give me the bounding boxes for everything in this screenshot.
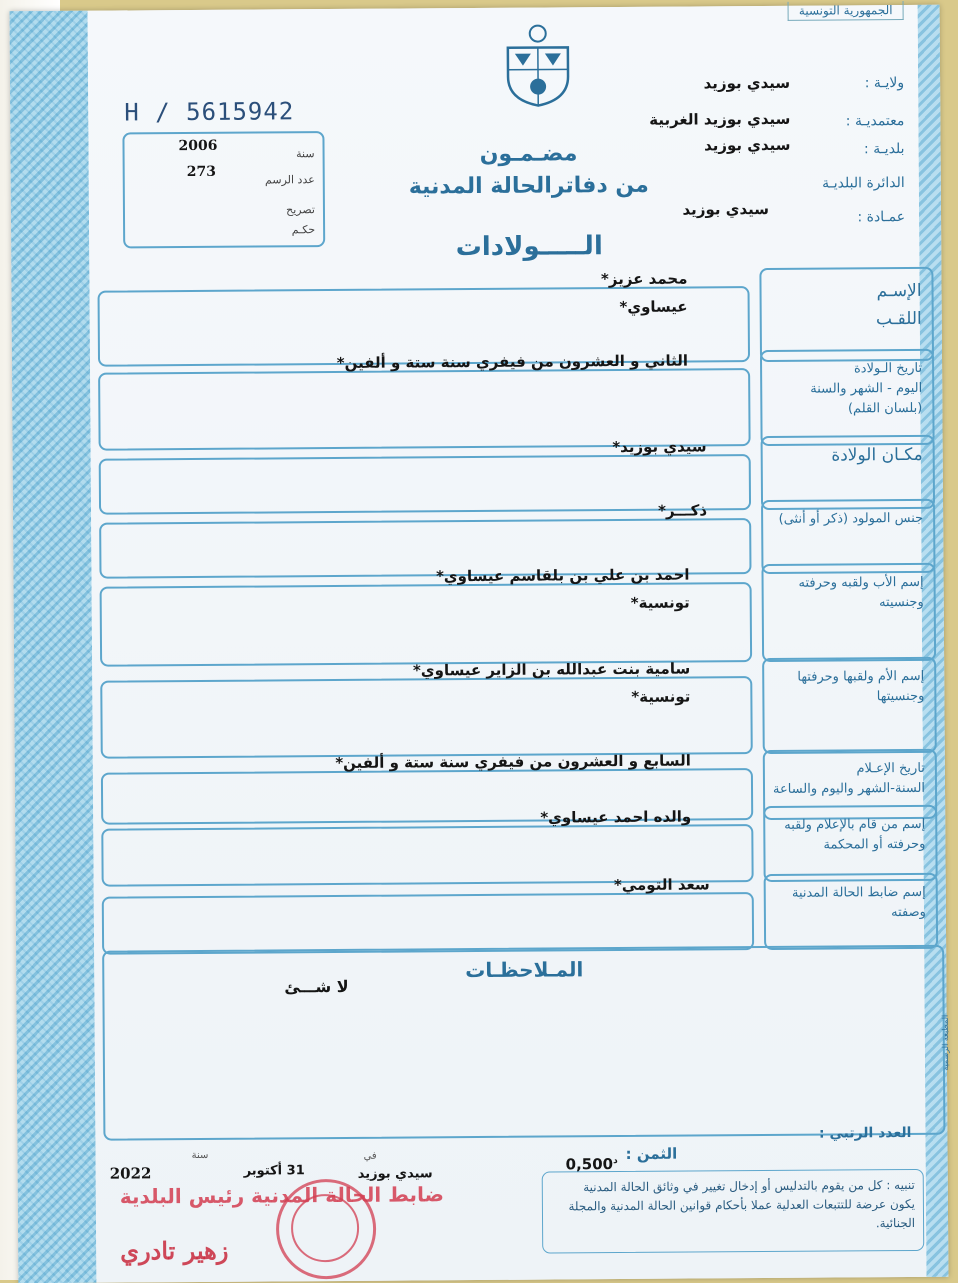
serial-label: العدد الرتبي : bbox=[819, 1125, 912, 1142]
title-line2: من دفاترالحالة المدنية bbox=[389, 173, 669, 200]
printer-mark: المطبعة الرسمية bbox=[941, 1015, 950, 1071]
warning-box bbox=[542, 1169, 925, 1254]
reg-declaration-label: تصريح bbox=[286, 203, 315, 216]
field-value: محمد عزيز* عيساوي* bbox=[167, 265, 687, 325]
delegation-label: معتمديـة : bbox=[784, 113, 904, 130]
reg-number-label: عدد الرسم bbox=[265, 173, 315, 186]
birth-certificate bbox=[10, 5, 949, 1283]
field-value: ذكـــر* bbox=[187, 496, 707, 528]
remarks-value: لا شـــئ bbox=[284, 977, 348, 996]
registration-box bbox=[122, 131, 325, 248]
issue-year-label: سنة bbox=[192, 1150, 209, 1161]
field-label-box bbox=[761, 563, 936, 662]
field-label: مكـان الولادة bbox=[769, 445, 923, 466]
republic-label: الجمهورية التونسية bbox=[788, 1, 904, 21]
issue-place: سيدي بوزيد bbox=[358, 1166, 433, 1182]
remarks-title: المـلاحظـات bbox=[434, 957, 614, 982]
price-label: الثمن : bbox=[626, 1145, 678, 1163]
field-label-box bbox=[760, 349, 935, 446]
field-value: سعد التومي* bbox=[190, 870, 710, 902]
reg-year-value: 2006 bbox=[178, 138, 217, 154]
field-label: الإسـم اللقـب bbox=[767, 277, 921, 334]
field-label-box bbox=[762, 657, 937, 754]
field-value: الثاني و العشرون من فيفري سنة ستة و ألفين* bbox=[168, 347, 688, 379]
field-label: إسم من قام بالإعلام ولقبه وحرفته أو المحكمة bbox=[771, 815, 925, 856]
serial-number: H / 5615942 bbox=[124, 97, 294, 126]
issue-in-label: في bbox=[364, 1151, 377, 1162]
field-label: إسم الأم ولقبها وحرفتها وجنسيتها bbox=[770, 667, 924, 708]
municipality-label: بلديـة : bbox=[785, 141, 905, 158]
field-value: السابع و العشرون من فيفري سنة ستة و ألفين* bbox=[171, 747, 691, 779]
delegation-value: سيدي بوزيد الغربية bbox=[649, 110, 790, 129]
issue-year: 2022 bbox=[110, 1164, 152, 1182]
section-title: الـــــولادات bbox=[419, 231, 639, 263]
district-label: الدائرة البلديـة bbox=[765, 175, 905, 192]
field-label-box bbox=[763, 805, 938, 882]
field-value: والده احمد عيساوي* bbox=[171, 803, 691, 835]
field-value: سامية بنت عبدالله بن الزاير عيساوي* تونسية* bbox=[170, 655, 690, 715]
wilaya-value: سيدي بوزيد bbox=[704, 74, 791, 93]
title-line1: مضـمـون bbox=[418, 141, 638, 168]
official-seal-icon bbox=[276, 1179, 377, 1280]
field-label: تاريخ الإعـلام السنة-الشهر واليوم والساعة bbox=[771, 759, 925, 800]
field-label: تاريخ الـولادة اليوم - الشهر والسنة (بلسان القلم) bbox=[768, 359, 922, 420]
security-border-left bbox=[10, 11, 97, 1283]
field-label: إسم ضابط الحالة المدنية وصفته bbox=[772, 883, 926, 924]
document-body bbox=[88, 5, 927, 1283]
signatory-stamp: ضابط الحالة المدنية رئيس البلدية bbox=[120, 1182, 444, 1208]
remarks-box bbox=[102, 945, 945, 1141]
omada-value: سيدي بوزيد bbox=[682, 200, 769, 219]
field-value: سيدي بوزيد* bbox=[187, 432, 707, 464]
omada-label: عمـادة : bbox=[785, 209, 905, 226]
issue-date: 31 أكتوبر bbox=[244, 1163, 305, 1178]
field-label: إسم الأب ولقبه وحرفته وجنسيته bbox=[770, 573, 924, 614]
reg-number-value: 273 bbox=[187, 164, 216, 180]
municipality-value: سيدي بوزيد bbox=[704, 136, 791, 155]
reg-judgment-label: حكـم bbox=[292, 223, 316, 236]
reg-year-label: سنة bbox=[296, 147, 315, 160]
field-label-box bbox=[759, 267, 934, 362]
wilaya-label: ولايـة : bbox=[784, 75, 904, 92]
price-value: $0,500^د$ bbox=[566, 1155, 618, 1173]
field-value: احمد بن علي بن بلقاسم عيساوي* تونسية* bbox=[169, 561, 689, 621]
coat-of-arms-icon bbox=[493, 21, 584, 108]
signature: زهير تادري bbox=[120, 1236, 228, 1266]
field-label: جنس المولود (ذكر أو أنثى) bbox=[769, 509, 923, 530]
warning-text: تنبيه : كل من يقوم بالتدليس أو إدخال تغيير في وثائق الحالة المدنية يكون عرضة للتتبعات العدلية عملا بأحكام قوانين الحالة المدنية والمجلة الجنائية. bbox=[555, 1176, 915, 1236]
field-label-box bbox=[764, 873, 939, 950]
